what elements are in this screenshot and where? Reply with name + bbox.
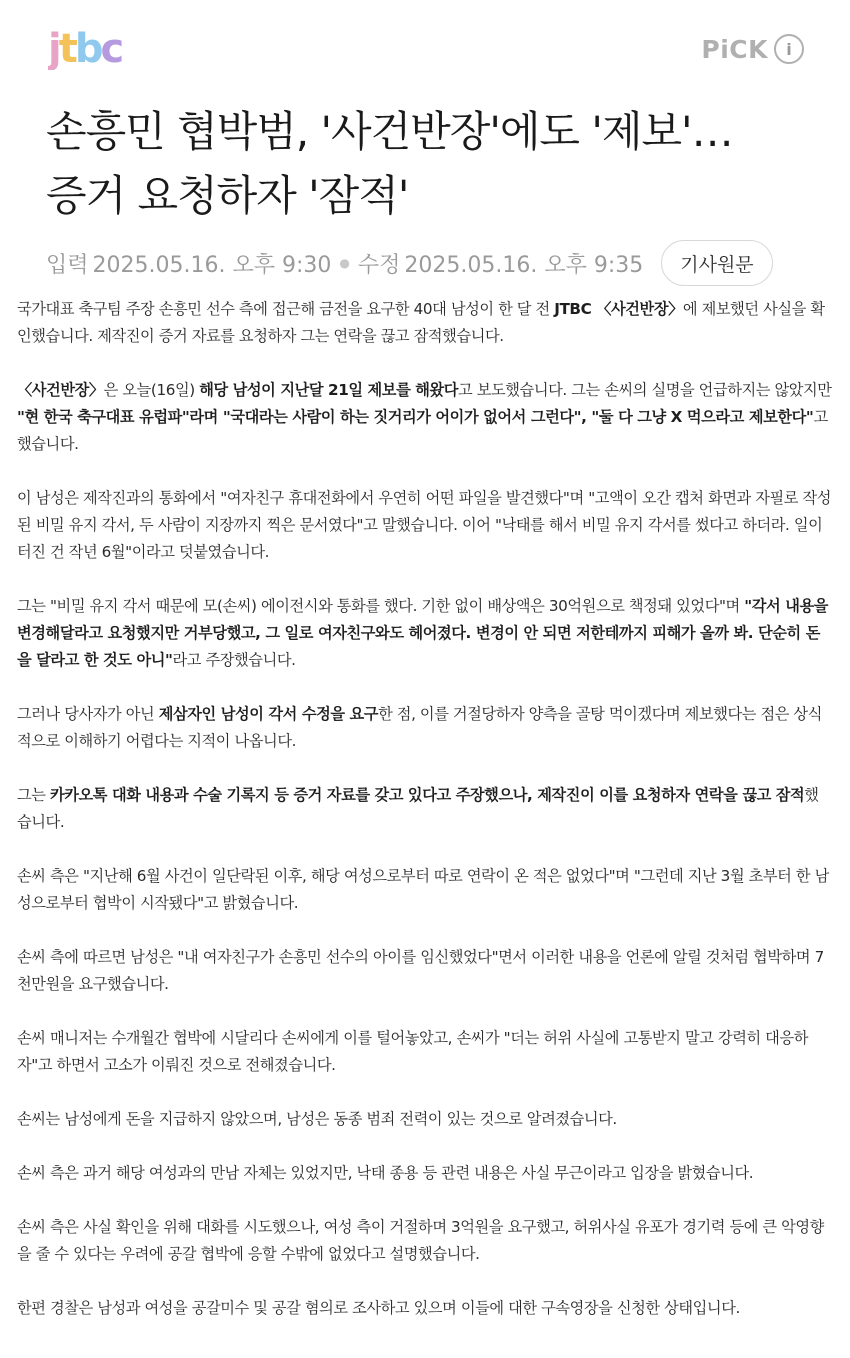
p6-text-a: 그는 [17,786,50,804]
paragraph-11: 손씨 측은 과거 해당 여성과의 만남 자체는 있었지만, 낙태 종용 등 관련 내용은 사실 무근이라고 입장을 밝혔습니다. [17,1164,754,1182]
paragraph-1 [17,296,832,350]
p6-bold: 카카오톡 대화 내용과 수술 기록지 등 증거 자료를 갖고 있다고 주장했으나, 제작진이 이를 요청하자 연락을 끊고 잠적 [49,786,805,804]
paragraph-3: 이 남성은 제작진과의 통화에서 "여자친구 휴대전화에서 우연히 어떤 파일을 발견했다"며 "고액이 오간 캡처 화면과 자필로 작성된 비밀 유지 각서, 두 사람이 지장까지 찍은 문서였다"고 말했습니다. 이어 "낙태를 해서 비밀 유지 각서를 썼다고 하더라. 일이 터진 건 작년 6월"이라고 덧붙였습니다. [17,489,831,561]
p5-text-c: 한 점, 이를 거절당하자 양측을 골탕 먹이겠다며 제보했다는 점은 상식적으로 이해하기 어렵다는 지적이 나옵니다. [17,705,822,750]
p2-bold-a: 〈사건반장〉 [17,381,104,399]
svg-text:jtbc: jtbc [48,26,122,70]
article-meta [46,240,816,286]
paragraph-9: 손씨 매니저는 수개월간 협박에 시달리다 손씨에게 이를 털어놓았고, 손씨가 "더는 허위 사실에 고통받지 말고 강력히 대응하자"고 하면서 고소가 이뤄진 것으로 전해졌습니다. [17,1029,808,1074]
paragraph-12: 손씨 측은 사실 확인을 위해 대화를 시도했으나, 여성 측이 거절하며 3억원을 요구했고, 허위사실 유포가 경기력 등에 큰 악영향을 줄 수 있다는 우려에 공갈 협박에 응할 수밖에 없었다고 설명했습니다. [17,1218,824,1263]
p4-text-c: 라고 주장했습니다. [172,651,296,669]
paragraph-8: 손씨 측에 따르면 남성은 "내 여자친구가 손흥민 선수의 아이를 임신했었다"면서 이러한 내용을 언론에 알릴 것처럼 협박하며 7천만원을 요구했습니다. [17,948,824,993]
p2-text-d: 고 보도했습니다. 그는 손씨의 실명을 언급하지는 않았지만 [458,381,832,399]
pick-badge[interactable] [701,34,804,64]
p1-bold: JTBC 〈사건반장〉 [554,300,683,318]
p5-bold: 제삼자인 남성이 각서 수정을 요구 [158,705,379,723]
p1-text-c: 에 제보했던 사실을 확인했습니다. 제작진이 증거 자료를 요청하자 그는 연락을 끊고 잠적했습니다. [17,300,825,345]
pick-label: PiCK [701,34,768,64]
input-timestamp: 2025.05.16. 오후 9:30 [92,252,332,278]
article-header [0,0,850,90]
edit-timestamp: 2025.05.16. 오후 9:35 [404,252,644,278]
edit-label: 수정 [357,252,401,278]
paragraph-5 [17,701,832,755]
p2-bold-e: "현 한국 축구대표 유럽파"라며 "국대라는 사람이 하는 짓거리가 어이가 없어서 그런다", "둘 다 그냥 X 먹으라고 제보한다" [17,408,814,426]
p2-text-b: 은 오늘(16일) [103,381,200,399]
paragraph-13: 한편 경찰은 남성과 여성을 공갈미수 및 공갈 혐의로 조사하고 있으며 이들에 대한 구속영장을 신청한 상태입니다. [17,1299,740,1317]
title-line-2: 증거 요청하자 '잠적' [46,171,409,220]
article-title [46,100,826,228]
p5-text-a: 그러나 당사자가 아닌 [17,705,159,723]
title-line-1: 손흥민 협박범, '사건반장'에도 '제보'… [46,107,733,156]
paragraph-2 [17,377,832,458]
p4-bold: "각서 내용을 변경해달라고 요청했지만 거부당했고, 그 일로 여자친구와도 헤어졌다. 변경이 안 되면 저한테까지 피해가 올까 봐. 단순히 돈을 달라고 한 것도 아니" [17,597,829,669]
article-body [17,296,832,1349]
paragraph-7: 손씨 측은 "지난해 6월 사건이 일단락된 이후, 해당 여성으로부터 따로 연락이 온 적은 없었다"며 "그런데 지난 3월 초부터 한 남성으로부터 협박이 시작됐다"고 밝혔습니다. [17,867,829,912]
p1-text-a: 국가대표 축구팀 주장 손흥민 선수 측에 접근해 금전을 요구한 40대 남성이 한 달 전 [17,300,555,318]
p6-text-c: 했습니다. [17,786,819,831]
meta-separator: ● [339,256,350,270]
paragraph-10: 손씨는 남성에게 돈을 지급하지 않았으며, 남성은 동종 범죄 전력이 있는 것으로 알려졌습니다. [17,1110,617,1128]
p2-text-f: 고 했습니다. [17,408,828,453]
jtbc-logo[interactable] [48,26,130,70]
input-label: 입력 [46,252,89,278]
p2-bold-c: 해당 남성이 지난달 21일 제보를 해왔다 [199,381,459,399]
original-article-button[interactable]: 기사원문 [661,240,772,286]
p4-text-a: 그는 "비밀 유지 각서 때문에 모(손씨) 에이전시와 통화를 했다. 기한 없이 배상액은 30억원으로 책정돼 있었다"며 [17,597,745,615]
info-icon[interactable]: i [774,34,804,64]
paragraph-6 [17,782,832,836]
paragraph-4 [17,593,832,674]
